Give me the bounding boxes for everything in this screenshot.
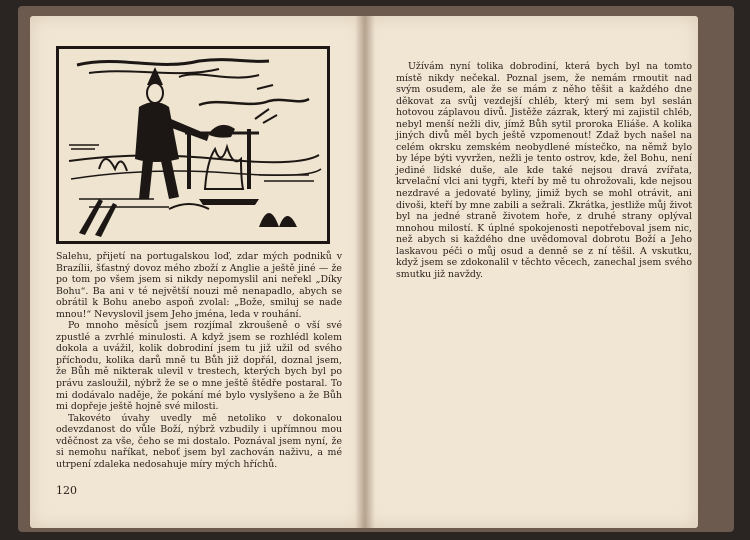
right-page-text xyxy=(396,61,692,280)
left-page-text xyxy=(56,251,342,470)
woodcut-image xyxy=(59,49,327,241)
right-paragraph-1: Užívám nyní tolika dobrodiní, která bych byl na tomto místě nikdy nečekal. Poznal jsem, že nemám rmoutit nad svým osudem, ale že se mám z něho těšit a každého dne děkovat za svůj vezdejší chléb, který mi sem byl seslán hotovou záplavou divů. Jistěže zázrak, který mi zajistil chléb, nebyl menší nežli div, jímž Bůh sytil proroka Eliáše. A kolika jiných divů měl bych ještě vzpomenout! Zdaž bych našel na celém okrsku zemském neobydlené místečko, na němž bylo by lépe býti vyvržen, nežli je tento ostrov, kde, žel Bohu, není jediné lidské duše, ale kde také nejsou dravá zvířata, krvelační vlci ani tygři, kteří by mě tu ohrožovali, kde nejsou nezdravé a jedovaté byliny, jimiž bych se mohl otrávit, ani divoši, kteří by mne zabili a sežrali. Zkrátka, jestliže můj život byl na jedné straně životem hoře, z druhé strany oplýval mnohou milostí. K úplné spokojenosti nepotřeboval jsem nic, než abych si každého dne uvědomoval dobrotu Boží a Jeho laskavou péči o můj osud a denně se z ní těšil. A vskutku, když jsem se zdokonalil v těchto věcech, zanechal jsem svého smutku již navždy. xyxy=(396,61,692,280)
left-paragraph-2: Po mnoho měsíců jsem rozjímal zkroušeně o vší své zpustlé a zvrhlé minulosti. A když jsem se rozhlédl kolem dokola a uvážil, kolik dobrodiní jsem tu již užil od svého příchodu, kolika darů mně tu Bůh již dopřál, doznal jsem, že Bůh mě nikterak ulevil v trestech, kterých bych byl po právu zasloužil, nýbrž že se o mne ještě štědře postaral. To mi dodávalo naděje, že pokání mé bylo vyslyšeno a že Bůh mi dopřeje ještě hojně své milosti. xyxy=(56,320,342,413)
page-number: 120 xyxy=(56,484,77,497)
left-paragraph-3: Takovéto úvahy uvedly mě netoliko v dokonalou odevzdanost do vůle Boží, nýbrž vzbudily i upřímnou mou vděčnost za vše, čeho se mi dostalo. Poznával jsem nyní, že si nemohu naříkat, neboť jsem byl zachován naživu, a mé utrpení zdaleka nedosahuje míry mých hříchů. xyxy=(56,412,342,470)
book-gutter xyxy=(355,16,375,528)
woodcut-illustration xyxy=(56,46,330,244)
left-paragraph-1: Salehu, přijetí na portugalskou loď, zdar mých podniků v Brazílii, šťastný dovoz mého zboží z Anglie a ještě jiné — že po tom po všem jsem si nikdy nepomyslil ani neřekl „Díky Bohu“. Ba ani v té největší nouzi mě nenapadlo, abych se obrátil k Bohu anebo aspoň zvolal: „Bože, smiluj se nade mnou!“ Nevyslovil jsem Jeho jména, leda v rouhání. xyxy=(56,251,342,320)
